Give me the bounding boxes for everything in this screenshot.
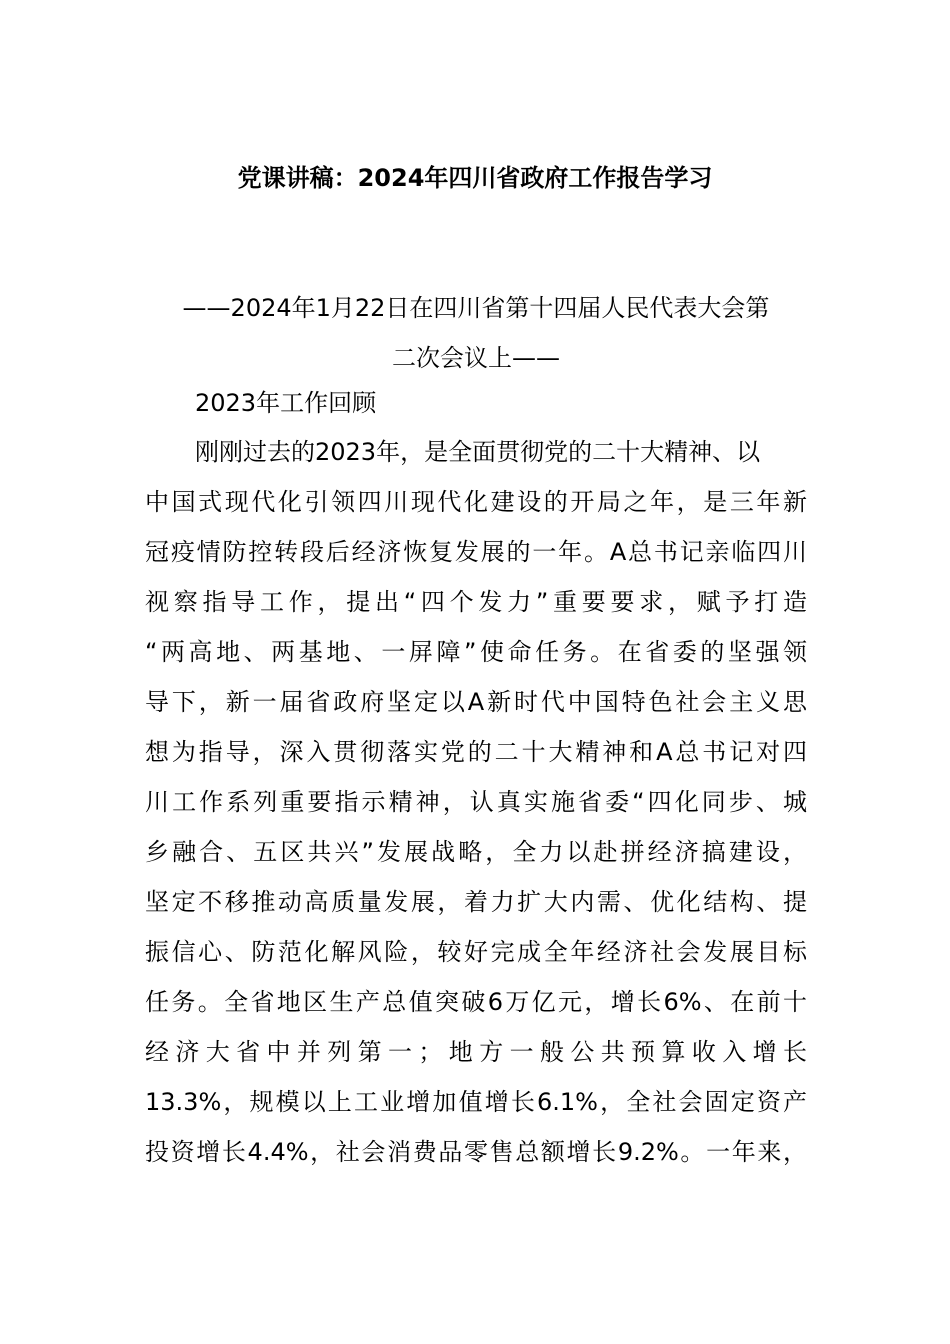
document-subtitle [145, 283, 807, 383]
paragraph-line: 想为指导，深入贯彻落实党的二十大精神和A总书记对四 [145, 738, 807, 766]
subtitle-line: ——2024年1月22日在四川省第十四届人民代表大会第 [182, 294, 770, 322]
paragraph-line: 中国式现代化引领四川现代化建设的开局之年，是三年新 [145, 488, 807, 516]
paragraph-line: 振信心、防范化解风险，较好完成全年经济社会发展目标 [145, 938, 807, 966]
body-paragraph [145, 427, 835, 1177]
paragraph-line: 13.3%，规模以上工业增加值增长6.1%，全社会固定资产 [145, 1088, 807, 1116]
document-title: 党课讲稿：2024年四川省政府工作报告学习 [237, 164, 713, 192]
paragraph-line: 刚刚过去的2023年，是全面贯彻党的二十大精神、以 [195, 438, 761, 466]
paragraph-line: 视察指导工作，提出“四个发力”重要要求，赋予打造 [145, 588, 807, 616]
paragraph-line: 经济大省中并列第一；地方一般公共预算收入增长 [145, 1038, 807, 1066]
paragraph-line: 乡融合、五区共兴”发展战略，全力以赴拼经济搞建设， [145, 838, 807, 866]
paragraph-line: 坚定不移推动高质量发展，着力扩大内需、优化结构、提 [145, 888, 807, 916]
paragraph-line: 导下，新一届省政府坚定以A新时代中国特色社会主义思 [145, 688, 807, 716]
paragraph-line: 投资增长4.4%，社会消费品零售总额增长9.2%。一年来， [145, 1138, 807, 1166]
subtitle-line: 二次会议上—— [392, 344, 560, 372]
paragraph-line: “两高地、两基地、一屏障”使命任务。在省委的坚强领 [145, 638, 807, 666]
paragraph-line: 任务。全省地区生产总值突破6万亿元，增长6%、在前十 [145, 988, 807, 1016]
paragraph-line: 川工作系列重要指示精神，认真实施省委“四化同步、城 [145, 788, 807, 816]
paragraph-line: 冠疫情防控转段后经济恢复发展的一年。A总书记亲临四川 [145, 538, 807, 566]
section-heading: 2023年工作回顾 [195, 389, 377, 417]
